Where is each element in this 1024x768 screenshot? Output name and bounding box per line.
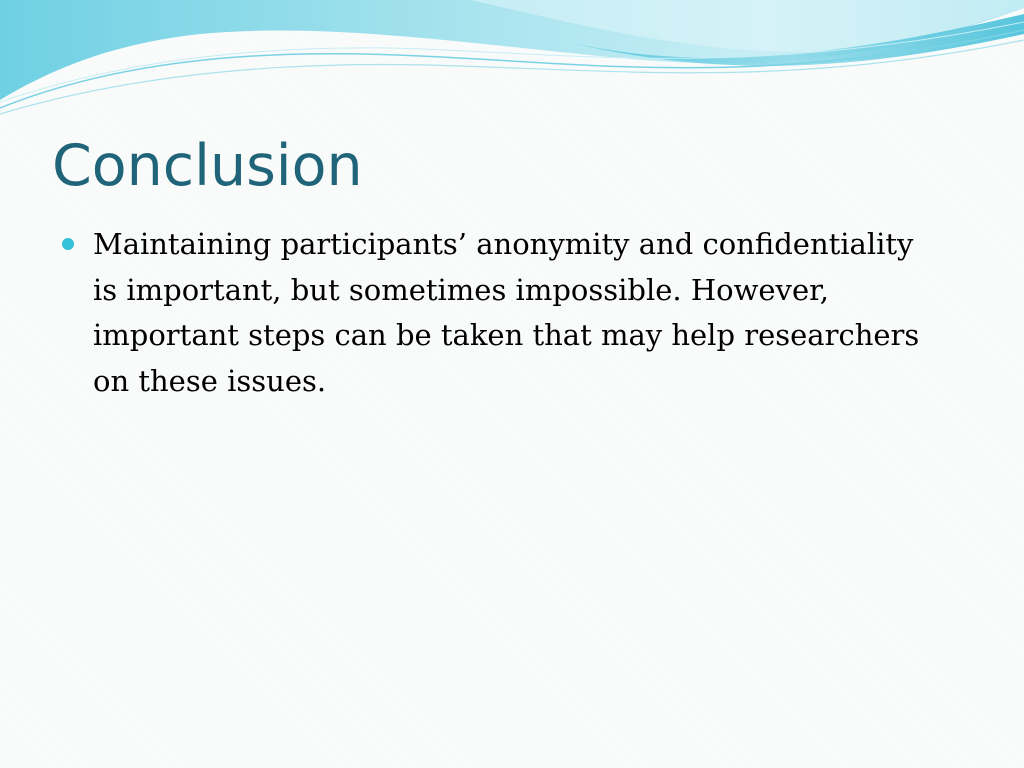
bullet-item	[62, 222, 932, 404]
bullet-text: Maintaining participants’ anonymity and confidentiality is important, but sometimes impossible. However, important steps can be taken that may help researchers on these issues.	[93, 227, 920, 398]
wave-header-decoration	[0, 0, 1024, 130]
bullet-dot-icon	[62, 238, 74, 250]
bullet-list	[62, 222, 932, 404]
slide-title: Conclusion	[52, 133, 363, 199]
